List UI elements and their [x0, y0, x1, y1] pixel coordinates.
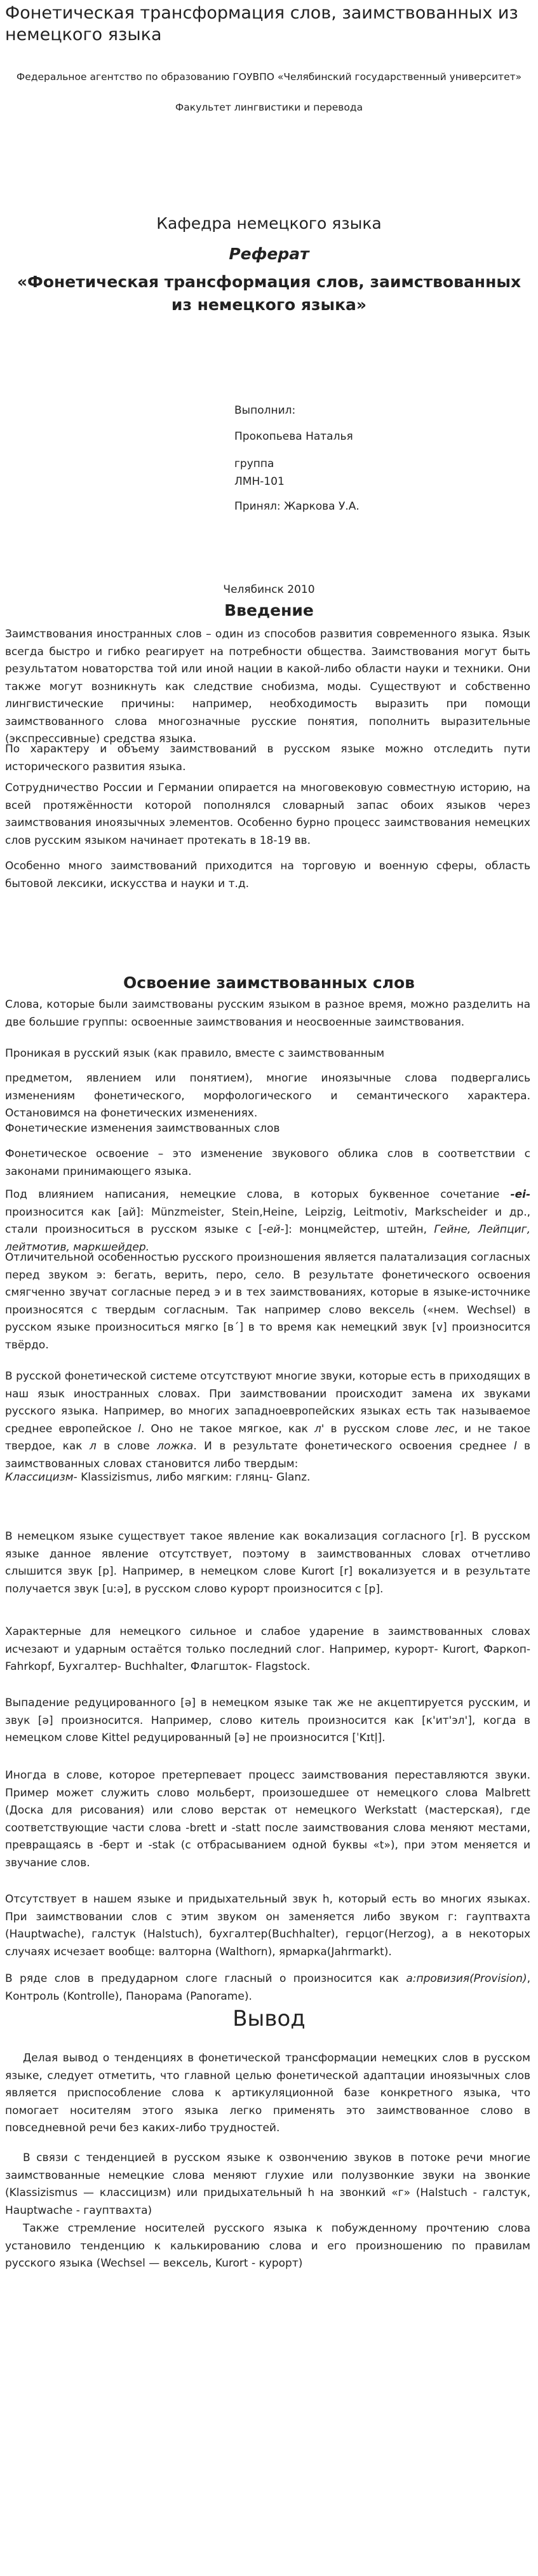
- accepted-by: Принял: Жаркова У.А.: [234, 500, 360, 513]
- text-run: В русской фонетической системе отсутствуют многие звуки, которые есть в приходящих в наш язык иностранных словах. При заимствовании происходит замена их звуками русского языка. Например, во многих западноевропейских языках есть так называемое среднее европейское: [5, 1370, 530, 1435]
- assimilation-paragraph: [5, 1469, 530, 1487]
- emphasis-text: лес: [434, 1422, 455, 1435]
- conclusion-paragraph: В связи с тенденцией в русском языке к озвончению звуков в потоке речи многие заимствованные немецкие слова меняют глухие или полузвонкие звуки на звонкие (Klassizismus — классицизм) или придыхательный h на звонкий «г» (Halstuch - галстук, Hauptwache - гауптвахта): [5, 2152, 530, 2217]
- group-label: группа: [234, 458, 274, 470]
- chair-line: Кафедра немецкого языка: [156, 214, 382, 233]
- text-run: . И в результате фонетического освоения среднее: [193, 1440, 514, 1453]
- emphasis-text: ложка: [157, 1440, 194, 1453]
- emphasis-text: l: [513, 1440, 517, 1453]
- text-run: в слове: [96, 1440, 158, 1453]
- assimilation-paragraph: Слова, которые были заимствованы русским языком в разное время, можно разделить на две большие группы: освоенные заимствования и неосвоенные заимствования.: [5, 998, 530, 1029]
- performed-label: Выполнил:: [234, 404, 296, 417]
- city-year: Челябинск 2010: [223, 583, 315, 596]
- intro-paragraph: Сотрудничество России и Германии опирается на многовековую совместную историю, на всей протяжённости которой пополнялся словарный запас обоих языков через заимствования иноязычных элементов. Особенно бурно процесс заимствования немецких слов русским языком начинает протекать в 18-19 вв.: [5, 782, 530, 847]
- assimilation-paragraph: В немецком языке существует такое явление как вокализация согласного [r]. В русском языке данное явление отсутствует, поэтому в заимствованных словах отчетливо слышится звук [р]. Например, в немецком слове Kurort [r] вокализуется и в результате получается звук [uːǝ], в русском слово курорт произносится с [р].: [5, 1530, 530, 1596]
- text-run: , и не такое твердое, как: [5, 1422, 531, 1453]
- conclusion-paragraph: Делая вывод о тенденциях в фонетической трансформации немецких слов в русском языке, следует отметить, что главной целью фонетической адаптации иноязычных слов является приспособление слова к артикуляционной базе конкретного языка, что помогает носителям этого языка легко применять это заимствованное слово в повседневной речи без каких-либо трудностей.: [5, 2052, 530, 2134]
- text-run: в заимствованных словах становится либо твердым:: [5, 1440, 530, 1470]
- assimilation-subheading: Фонетические изменения заимствованных слов: [5, 1122, 280, 1135]
- assimilation-paragraph: Отличительной особенностью русского произношения является палатализация согласных перед звуком э: бегать, верить, перо, село. В результате фонетического освоения смягченно звучат согласные перед э и в тех заимствованиях, которые в языке-источнике произносятся с твердым согласным. Так например слово вексель («нем. Wechsel) в русском языке произноситься мягко [в´] в то время как немецкий звук [v] произносится твёрдо.: [5, 1251, 530, 1352]
- group-code: ЛМН-101: [234, 475, 285, 488]
- assimilation-paragraph: [5, 1368, 530, 1473]
- assimilation-heading: Освоение заимствованных слов: [123, 973, 415, 992]
- intro-paragraph: Заимствования иностранных слов – один из способов развития современного языка. Язык всегда быстро и гибко реагирует на потребности общества. Заимствования могут быть результатом новаторства той или иной нации в какой-либо области науки и техники. Они также могут возникнуть как следствие снобизма, моды. Существуют и собственно лингвистические причины: например, необходимость выразить при помощи заимствованного слова многозначные русские понятия, пополнить выразительные (экспрессивные) средства языка.: [5, 628, 530, 745]
- assimilation-paragraph: [5, 1186, 530, 1256]
- faculty-line: Факультет лингвистики и перевода: [175, 102, 363, 113]
- assimilation-paragraph: Выпадение редуцированного [ǝ] в немецком языке так же не акцептируется русским, и звук [ǝ] произносится. Например, слово китель произносится как [к'ит'эл'], когда в немецком слове Kittel редуцированный [ǝ] не произносится [ˈKɪtl̩].: [5, 1697, 530, 1744]
- assimilation-paragraph: Характерные для немецкого сильное и слабое ударение в заимствованных словах исчезают и ударным остаётся только последний слог. Например, курорт- Kurort, Фаркоп- Fahrkopf, Бухгалтер- Buchhalter, Флагшток- Flagstock.: [5, 1625, 530, 1673]
- text-run: Под влиянием написания, немецкие слова, в которых буквенное сочетание: [5, 1188, 511, 1201]
- assimilation-paragraph: Фонетическое освоение – это изменение звукового облика слов в соответствии с законами принимающего языка.: [5, 1148, 530, 1178]
- document-title: Фонетическая трансформация слов, заимствованных из немецкого языка: [5, 3, 518, 44]
- text-run: произносится как [ай]: Münzmeister, Stein,Heine, Leipzig, Leitmotiv, Markscheider и др., стали произноситься в русском языке с [: [5, 1205, 530, 1236]
- text-run: . Оно не такое мягкое, как: [140, 1422, 314, 1435]
- emphasis-text: l: [138, 1422, 141, 1435]
- work-title: «Фонетическая трансформация слов, заимствованных из немецкого языка»: [17, 273, 521, 314]
- assimilation-paragraph: [5, 1970, 530, 2005]
- emphasis-text: Гейне, Лейпциг, лейтмотив, маркшейдер.: [5, 1223, 530, 1254]
- intro-paragraph: По характеру и объему заимствований в русском языке можно отследить пути исторического развития языка.: [5, 743, 530, 773]
- assimilation-paragraph: Отсутствует в нашем языке и придыхательный звук h, который есть во многих языках. При заимствовании слов с этим звуком он заменяется либо звуком г: гауптвахта (Hauptwache), галстук (Halstuch), бухгалтер(Buchhalter), герцог(Herzog), а в некоторых случаях исчезает вообще: валторна (Walthorn), ярмарка(Jahrmarkt).: [5, 1893, 530, 1958]
- emphasis-text: Классицизм: [5, 1471, 74, 1484]
- assimilation-paragraph: Проникая в русский язык (как правило, вместе с заимствованным: [5, 1047, 385, 1060]
- emphasis-text: л: [89, 1440, 97, 1453]
- author-name: Прокопьева Наталья: [234, 430, 353, 443]
- emphasis-text: -ei-: [510, 1188, 530, 1201]
- assimilation-paragraph: Иногда в слове, которое претерпевает процесс заимствования переставляются звуки. Пример может служить слово мольберт, произошедшее от немецкого слова Malbrett (Доска для рисования) или слово верстак от немецкого Werkstatt (мастерская), где соответствующие части слова -brett и -statt после заимствования слова меняют местами, превращаясь в -берт и -stak (с отбрасыванием одной буквы «t»), при этом меняется и звучание слов.: [5, 1769, 530, 1869]
- emphasis-text: л': [314, 1422, 325, 1435]
- conclusion-paragraph: Также стремление носителей русского языка к побужденному прочтению слова установило тенденцию к калькированию слова и его произношению по правилам русского языка (Wechsel — вексель, Kurort - курорт): [5, 2222, 530, 2270]
- text-run: - Klassizismus, либо мягким: глянц- Glanz.: [73, 1471, 311, 1484]
- conclusion-heading: Вывод: [232, 2006, 306, 2031]
- text-run: В ряде слов в предударном слоге гласный о произносится как: [5, 1972, 407, 1985]
- assimilation-paragraph: предметом, явлением или понятием), многие иноязычные слова подвергались изменениям фонетического, морфологического и семантического характера. Остановимся на фонетических изменениях.: [5, 1072, 530, 1120]
- work-type: Реферат: [229, 245, 309, 263]
- text-run: , Контроль (Kontrolle), Панорама (Panorame).: [5, 1972, 530, 2003]
- ministry-line: Федеральное агентство по образованию ГОУВПО «Челябинский государственный университет»: [16, 71, 522, 83]
- emphasis-text: а:провизия(Provision): [406, 1972, 527, 1985]
- intro-heading: Введение: [224, 601, 314, 620]
- intro-paragraph: Особенно много заимствований приходится на торговую и военную сферы, область бытовой лексики, искусства и науки и т.д.: [5, 860, 530, 890]
- text-run: ]: монцмейстер, штейн,: [284, 1223, 434, 1236]
- emphasis-text: -ей-: [262, 1223, 285, 1236]
- text-run: в русском слове: [324, 1422, 435, 1435]
